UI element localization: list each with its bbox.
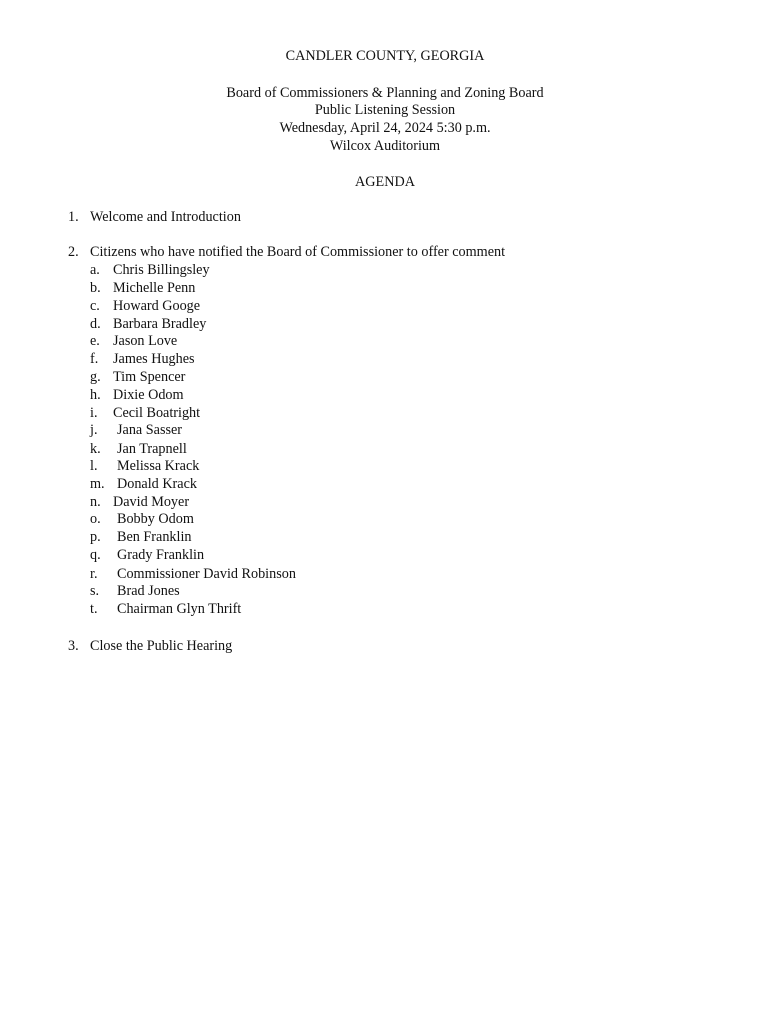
speaker-letter: g. <box>90 369 101 385</box>
speaker-item <box>0 440 770 458</box>
speaker-name: Jan Trapnell <box>117 441 187 457</box>
speaker-letter: c. <box>90 298 100 314</box>
speaker-letter: b. <box>90 280 101 296</box>
agenda-item-text: Welcome and Introduction <box>90 209 241 225</box>
speaker-item <box>0 404 770 422</box>
speaker-name: Jason Love <box>113 333 178 349</box>
speaker-name: James Hughes <box>113 351 195 367</box>
speaker-name: Melissa Krack <box>117 458 200 474</box>
speaker-name: Jana Sasser <box>117 422 183 438</box>
speaker-item <box>0 279 770 297</box>
speaker-item <box>0 332 770 350</box>
speaker-item <box>0 350 770 368</box>
speaker-letter: a. <box>90 262 100 278</box>
speaker-name: Barbara Bradley <box>113 316 207 332</box>
agenda-item-number: 3. <box>68 638 79 654</box>
speaker-item <box>0 510 770 528</box>
speaker-name: Commissioner David Robinson <box>117 566 296 582</box>
speaker-item <box>0 546 770 564</box>
speaker-name: Bobby Odom <box>117 511 194 527</box>
speaker-letter: m. <box>90 476 105 492</box>
speaker-letter: s. <box>90 583 100 599</box>
speaker-item <box>0 582 770 600</box>
speaker-name: Michelle Penn <box>113 280 196 296</box>
speaker-letter: l. <box>90 458 98 474</box>
speaker-item <box>0 368 770 386</box>
speaker-name: Dixie Odom <box>113 387 184 403</box>
speaker-letter: o. <box>90 511 101 527</box>
speaker-letter: q. <box>90 547 101 563</box>
speaker-letter: f. <box>90 351 99 367</box>
board-name: Board of Commissioners & Planning and Zoning Board <box>226 85 544 101</box>
speaker-letter: e. <box>90 333 100 349</box>
speaker-item <box>0 528 770 546</box>
speaker-name: Donald Krack <box>117 476 197 492</box>
speaker-name: Chairman Glyn Thrift <box>117 601 242 617</box>
county-title: CANDLER COUNTY, GEORGIA <box>285 48 485 64</box>
speaker-item <box>0 565 770 583</box>
agenda-item-text: Citizens who have notified the Board of Commissioner to offer comment <box>90 244 506 260</box>
speaker-letter: t. <box>90 601 98 617</box>
speaker-letter: p. <box>90 529 101 545</box>
speaker-letter: r. <box>90 566 98 582</box>
speaker-item <box>0 386 770 404</box>
speaker-item <box>0 493 770 511</box>
speaker-name: Chris Billingsley <box>113 262 210 278</box>
speaker-item <box>0 457 770 475</box>
speaker-item <box>0 475 770 493</box>
speaker-item <box>0 297 770 315</box>
speaker-item <box>0 315 770 333</box>
session-name: Public Listening Session <box>314 102 456 118</box>
speaker-letter: k. <box>90 441 101 457</box>
speaker-letter: n. <box>90 494 101 510</box>
session-location: Wilcox Auditorium <box>329 138 441 154</box>
speaker-letter: d. <box>90 316 101 332</box>
agenda-item-number: 2. <box>68 244 79 260</box>
speaker-letter: h. <box>90 387 101 403</box>
speaker-name: Ben Franklin <box>117 529 192 545</box>
agenda-title: AGENDA <box>355 174 415 190</box>
speaker-item <box>0 600 770 618</box>
speaker-name: Brad Jones <box>117 583 180 599</box>
session-datetime: Wednesday, April 24, 2024 5:30 p.m. <box>279 120 491 136</box>
speaker-letter: j. <box>90 422 98 438</box>
speaker-name: Cecil Boatright <box>113 405 201 421</box>
speaker-item <box>0 421 770 439</box>
speaker-name: Tim Spencer <box>113 369 186 385</box>
speaker-name: Howard Googe <box>113 298 201 314</box>
speaker-name: David Moyer <box>113 494 190 510</box>
agenda-item-text: Close the Public Hearing <box>90 638 233 654</box>
agenda-item-number: 1. <box>68 209 79 225</box>
speaker-name: Grady Franklin <box>117 547 205 563</box>
speaker-letter: i. <box>90 405 98 421</box>
speaker-item <box>0 261 770 279</box>
